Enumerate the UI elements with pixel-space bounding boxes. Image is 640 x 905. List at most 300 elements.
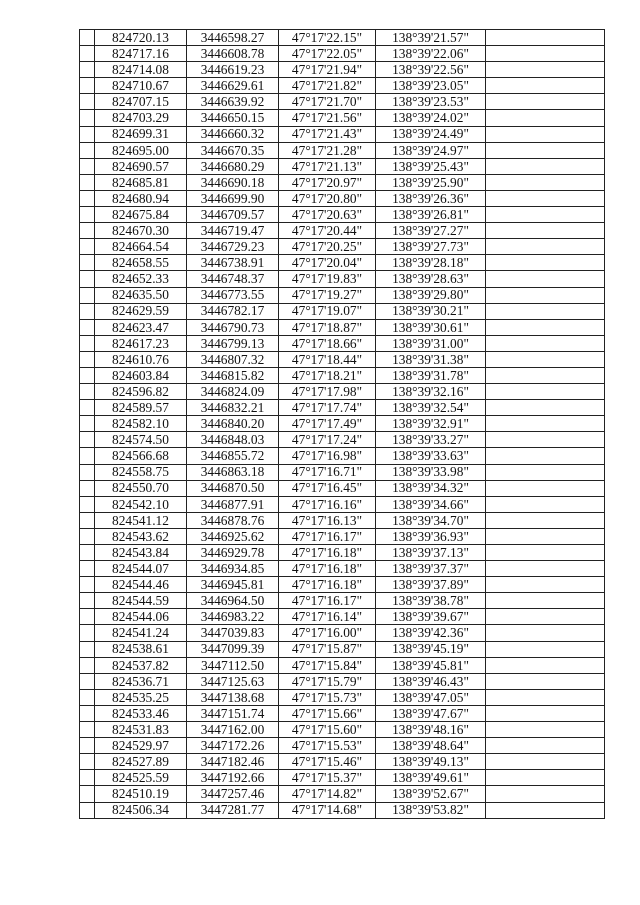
easting-cell: 824527.89	[95, 754, 187, 770]
latitude-cell: 47°17'19.83"	[279, 271, 376, 287]
blank-remarks-cell	[486, 335, 605, 351]
longitude-cell: 138°39'46.43"	[376, 673, 486, 689]
northing-cell: 3446877.91	[187, 496, 279, 512]
latitude-cell: 47°17'16.18"	[279, 577, 376, 593]
longitude-cell: 138°39'34.70"	[376, 512, 486, 528]
blank-index-cell	[80, 239, 95, 255]
table-row	[80, 158, 605, 174]
northing-cell: 3446608.78	[187, 46, 279, 62]
latitude-cell: 47°17'17.49"	[279, 416, 376, 432]
blank-remarks-cell	[486, 754, 605, 770]
table-row	[80, 319, 605, 335]
easting-cell: 824537.82	[95, 657, 187, 673]
easting-cell: 824695.00	[95, 142, 187, 158]
latitude-cell: 47°17'21.43"	[279, 126, 376, 142]
longitude-cell: 138°39'25.90"	[376, 174, 486, 190]
latitude-cell: 47°17'18.87"	[279, 319, 376, 335]
blank-index-cell	[80, 174, 95, 190]
northing-cell: 3446680.29	[187, 158, 279, 174]
northing-cell: 3446848.03	[187, 432, 279, 448]
northing-cell: 3446650.15	[187, 110, 279, 126]
blank-index-cell	[80, 480, 95, 496]
latitude-cell: 47°17'17.74"	[279, 400, 376, 416]
blank-remarks-cell	[486, 528, 605, 544]
blank-remarks-cell	[486, 190, 605, 206]
latitude-cell: 47°17'16.16"	[279, 496, 376, 512]
longitude-cell: 138°39'23.53"	[376, 94, 486, 110]
blank-remarks-cell	[486, 545, 605, 561]
northing-cell: 3447162.00	[187, 722, 279, 738]
blank-remarks-cell	[486, 207, 605, 223]
easting-cell: 824582.10	[95, 416, 187, 432]
longitude-cell: 138°39'36.93"	[376, 528, 486, 544]
blank-remarks-cell	[486, 110, 605, 126]
northing-cell: 3446964.50	[187, 593, 279, 609]
easting-cell: 824685.81	[95, 174, 187, 190]
longitude-cell: 138°39'26.36"	[376, 190, 486, 206]
blank-index-cell	[80, 416, 95, 432]
blank-remarks-cell	[486, 705, 605, 721]
latitude-cell: 47°17'18.44"	[279, 351, 376, 367]
northing-cell: 3446925.62	[187, 528, 279, 544]
table-row	[80, 303, 605, 319]
blank-remarks-cell	[486, 432, 605, 448]
latitude-cell: 47°17'21.70"	[279, 94, 376, 110]
longitude-cell: 138°39'24.97"	[376, 142, 486, 158]
table-row	[80, 786, 605, 802]
longitude-cell: 138°39'52.67"	[376, 786, 486, 802]
northing-cell: 3446983.22	[187, 609, 279, 625]
latitude-cell: 47°17'14.68"	[279, 802, 376, 818]
easting-cell: 824670.30	[95, 223, 187, 239]
longitude-cell: 138°39'49.61"	[376, 770, 486, 786]
longitude-cell: 138°39'27.73"	[376, 239, 486, 255]
easting-cell: 824675.84	[95, 207, 187, 223]
table-row	[80, 367, 605, 383]
blank-remarks-cell	[486, 30, 605, 46]
northing-cell: 3446929.78	[187, 545, 279, 561]
table-row	[80, 46, 605, 62]
table-row	[80, 641, 605, 657]
blank-index-cell	[80, 110, 95, 126]
northing-cell: 3447172.26	[187, 738, 279, 754]
latitude-cell: 47°17'20.97"	[279, 174, 376, 190]
easting-cell: 824535.25	[95, 689, 187, 705]
table-row	[80, 802, 605, 818]
blank-index-cell	[80, 271, 95, 287]
blank-remarks-cell	[486, 239, 605, 255]
blank-index-cell	[80, 593, 95, 609]
easting-cell: 824543.62	[95, 528, 187, 544]
blank-index-cell	[80, 496, 95, 512]
table-row	[80, 239, 605, 255]
longitude-cell: 138°39'48.64"	[376, 738, 486, 754]
northing-cell: 3446773.55	[187, 287, 279, 303]
easting-cell: 824536.71	[95, 673, 187, 689]
blank-index-cell	[80, 142, 95, 158]
easting-cell: 824544.07	[95, 561, 187, 577]
latitude-cell: 47°17'15.37"	[279, 770, 376, 786]
easting-cell: 824652.33	[95, 271, 187, 287]
blank-remarks-cell	[486, 271, 605, 287]
easting-cell: 824596.82	[95, 384, 187, 400]
table-row	[80, 528, 605, 544]
table-row	[80, 577, 605, 593]
blank-index-cell	[80, 448, 95, 464]
latitude-cell: 47°17'15.84"	[279, 657, 376, 673]
blank-remarks-cell	[486, 126, 605, 142]
table-row	[80, 545, 605, 561]
table-row	[80, 190, 605, 206]
longitude-cell: 138°39'53.82"	[376, 802, 486, 818]
latitude-cell: 47°17'17.24"	[279, 432, 376, 448]
table-row	[80, 351, 605, 367]
blank-index-cell	[80, 94, 95, 110]
easting-cell: 824550.70	[95, 480, 187, 496]
easting-cell: 824690.57	[95, 158, 187, 174]
blank-remarks-cell	[486, 448, 605, 464]
blank-index-cell	[80, 367, 95, 383]
table-row	[80, 496, 605, 512]
latitude-cell: 47°17'21.28"	[279, 142, 376, 158]
blank-index-cell	[80, 432, 95, 448]
blank-index-cell	[80, 786, 95, 802]
latitude-cell: 47°17'14.82"	[279, 786, 376, 802]
latitude-cell: 47°17'16.18"	[279, 561, 376, 577]
longitude-cell: 138°39'33.27"	[376, 432, 486, 448]
table-row	[80, 94, 605, 110]
northing-cell: 3447182.46	[187, 754, 279, 770]
table-row	[80, 657, 605, 673]
easting-cell: 824544.59	[95, 593, 187, 609]
table-row	[80, 705, 605, 721]
easting-cell: 824543.84	[95, 545, 187, 561]
latitude-cell: 47°17'16.71"	[279, 464, 376, 480]
easting-cell: 824525.59	[95, 770, 187, 786]
table-row	[80, 255, 605, 271]
table-row	[80, 62, 605, 78]
table-row	[80, 271, 605, 287]
longitude-cell: 138°39'27.27"	[376, 223, 486, 239]
blank-remarks-cell	[486, 496, 605, 512]
latitude-cell: 47°17'16.98"	[279, 448, 376, 464]
blank-index-cell	[80, 577, 95, 593]
blank-index-cell	[80, 30, 95, 46]
longitude-cell: 138°39'29.80"	[376, 287, 486, 303]
longitude-cell: 138°39'32.54"	[376, 400, 486, 416]
northing-cell: 3446709.57	[187, 207, 279, 223]
northing-cell: 3446824.09	[187, 384, 279, 400]
easting-cell: 824541.12	[95, 512, 187, 528]
easting-cell: 824680.94	[95, 190, 187, 206]
table-row	[80, 384, 605, 400]
blank-index-cell	[80, 722, 95, 738]
blank-index-cell	[80, 255, 95, 271]
easting-cell: 824703.29	[95, 110, 187, 126]
blank-index-cell	[80, 78, 95, 94]
blank-remarks-cell	[486, 802, 605, 818]
blank-index-cell	[80, 62, 95, 78]
table-row	[80, 754, 605, 770]
blank-index-cell	[80, 400, 95, 416]
blank-remarks-cell	[486, 673, 605, 689]
blank-index-cell	[80, 303, 95, 319]
blank-index-cell	[80, 705, 95, 721]
longitude-cell: 138°39'28.63"	[376, 271, 486, 287]
longitude-cell: 138°39'31.78"	[376, 367, 486, 383]
blank-remarks-cell	[486, 512, 605, 528]
longitude-cell: 138°39'33.63"	[376, 448, 486, 464]
longitude-cell: 138°39'24.02"	[376, 110, 486, 126]
blank-index-cell	[80, 657, 95, 673]
latitude-cell: 47°17'22.15"	[279, 30, 376, 46]
blank-remarks-cell	[486, 657, 605, 673]
longitude-cell: 138°39'38.78"	[376, 593, 486, 609]
easting-cell: 824531.83	[95, 722, 187, 738]
latitude-cell: 47°17'16.45"	[279, 480, 376, 496]
blank-remarks-cell	[486, 367, 605, 383]
longitude-cell: 138°39'22.06"	[376, 46, 486, 62]
latitude-cell: 47°17'22.05"	[279, 46, 376, 62]
blank-index-cell	[80, 561, 95, 577]
table-row	[80, 480, 605, 496]
latitude-cell: 47°17'17.98"	[279, 384, 376, 400]
easting-cell: 824510.19	[95, 786, 187, 802]
table-row	[80, 78, 605, 94]
easting-cell: 824544.06	[95, 609, 187, 625]
latitude-cell: 47°17'15.46"	[279, 754, 376, 770]
latitude-cell: 47°17'16.00"	[279, 625, 376, 641]
blank-index-cell	[80, 464, 95, 480]
blank-index-cell	[80, 609, 95, 625]
longitude-cell: 138°39'34.66"	[376, 496, 486, 512]
blank-remarks-cell	[486, 593, 605, 609]
blank-remarks-cell	[486, 255, 605, 271]
latitude-cell: 47°17'15.79"	[279, 673, 376, 689]
easting-cell: 824542.10	[95, 496, 187, 512]
northing-cell: 3446598.27	[187, 30, 279, 46]
blank-remarks-cell	[486, 384, 605, 400]
latitude-cell: 47°17'20.80"	[279, 190, 376, 206]
blank-remarks-cell	[486, 94, 605, 110]
northing-cell: 3447099.39	[187, 641, 279, 657]
northing-cell: 3446815.82	[187, 367, 279, 383]
easting-cell: 824558.75	[95, 464, 187, 480]
blank-index-cell	[80, 223, 95, 239]
blank-remarks-cell	[486, 786, 605, 802]
table-row	[80, 722, 605, 738]
longitude-cell: 138°39'45.81"	[376, 657, 486, 673]
blank-remarks-cell	[486, 319, 605, 335]
blank-remarks-cell	[486, 46, 605, 62]
latitude-cell: 47°17'15.73"	[279, 689, 376, 705]
latitude-cell: 47°17'16.13"	[279, 512, 376, 528]
latitude-cell: 47°17'15.53"	[279, 738, 376, 754]
blank-remarks-cell	[486, 78, 605, 94]
latitude-cell: 47°17'16.17"	[279, 528, 376, 544]
northing-cell: 3446840.20	[187, 416, 279, 432]
blank-index-cell	[80, 512, 95, 528]
easting-cell: 824610.76	[95, 351, 187, 367]
longitude-cell: 138°39'37.89"	[376, 577, 486, 593]
blank-index-cell	[80, 689, 95, 705]
latitude-cell: 47°17'20.25"	[279, 239, 376, 255]
table-row	[80, 561, 605, 577]
longitude-cell: 138°39'47.05"	[376, 689, 486, 705]
blank-remarks-cell	[486, 142, 605, 158]
table-row	[80, 448, 605, 464]
longitude-cell: 138°39'42.36"	[376, 625, 486, 641]
blank-index-cell	[80, 545, 95, 561]
latitude-cell: 47°17'16.14"	[279, 609, 376, 625]
blank-index-cell	[80, 287, 95, 303]
blank-remarks-cell	[486, 480, 605, 496]
easting-cell: 824710.67	[95, 78, 187, 94]
latitude-cell: 47°17'19.07"	[279, 303, 376, 319]
longitude-cell: 138°39'32.16"	[376, 384, 486, 400]
latitude-cell: 47°17'16.18"	[279, 545, 376, 561]
blank-index-cell	[80, 46, 95, 62]
blank-remarks-cell	[486, 287, 605, 303]
blank-index-cell	[80, 126, 95, 142]
northing-cell: 3446639.92	[187, 94, 279, 110]
latitude-cell: 47°17'21.82"	[279, 78, 376, 94]
table-row	[80, 689, 605, 705]
blank-remarks-cell	[486, 400, 605, 416]
longitude-cell: 138°39'49.13"	[376, 754, 486, 770]
northing-cell: 3446855.72	[187, 448, 279, 464]
northing-cell: 3446690.18	[187, 174, 279, 190]
easting-cell: 824629.59	[95, 303, 187, 319]
blank-index-cell	[80, 738, 95, 754]
table-row	[80, 400, 605, 416]
longitude-cell: 138°39'24.49"	[376, 126, 486, 142]
table-row	[80, 207, 605, 223]
latitude-cell: 47°17'15.66"	[279, 705, 376, 721]
longitude-cell: 138°39'34.32"	[376, 480, 486, 496]
latitude-cell: 47°17'21.94"	[279, 62, 376, 78]
longitude-cell: 138°39'21.57"	[376, 30, 486, 46]
easting-cell: 824506.34	[95, 802, 187, 818]
table-row	[80, 335, 605, 351]
blank-index-cell	[80, 351, 95, 367]
northing-cell: 3447112.50	[187, 657, 279, 673]
latitude-cell: 47°17'16.17"	[279, 593, 376, 609]
table-row	[80, 287, 605, 303]
table-row	[80, 464, 605, 480]
blank-index-cell	[80, 625, 95, 641]
blank-remarks-cell	[486, 303, 605, 319]
easting-cell: 824566.68	[95, 448, 187, 464]
easting-cell: 824541.24	[95, 625, 187, 641]
northing-cell: 3446619.23	[187, 62, 279, 78]
longitude-cell: 138°39'28.18"	[376, 255, 486, 271]
northing-cell: 3447281.77	[187, 802, 279, 818]
latitude-cell: 47°17'18.66"	[279, 335, 376, 351]
blank-remarks-cell	[486, 641, 605, 657]
blank-remarks-cell	[486, 416, 605, 432]
easting-cell: 824664.54	[95, 239, 187, 255]
easting-cell: 824603.84	[95, 367, 187, 383]
northing-cell: 3447039.83	[187, 625, 279, 641]
blank-index-cell	[80, 335, 95, 351]
northing-cell: 3446807.32	[187, 351, 279, 367]
longitude-cell: 138°39'26.81"	[376, 207, 486, 223]
blank-remarks-cell	[486, 625, 605, 641]
northing-cell: 3447257.46	[187, 786, 279, 802]
northing-cell: 3446719.47	[187, 223, 279, 239]
latitude-cell: 47°17'20.04"	[279, 255, 376, 271]
blank-index-cell	[80, 641, 95, 657]
easting-cell: 824623.47	[95, 319, 187, 335]
table-row	[80, 673, 605, 689]
table-row	[80, 416, 605, 432]
table-row	[80, 110, 605, 126]
northing-cell: 3446670.35	[187, 142, 279, 158]
longitude-cell: 138°39'45.19"	[376, 641, 486, 657]
easting-cell: 824574.50	[95, 432, 187, 448]
blank-remarks-cell	[486, 577, 605, 593]
table-row	[80, 126, 605, 142]
blank-index-cell	[80, 207, 95, 223]
blank-remarks-cell	[486, 770, 605, 786]
blank-index-cell	[80, 190, 95, 206]
northing-cell: 3447192.66	[187, 770, 279, 786]
table-row	[80, 30, 605, 46]
northing-cell: 3446748.37	[187, 271, 279, 287]
northing-cell: 3446878.76	[187, 512, 279, 528]
northing-cell: 3446934.85	[187, 561, 279, 577]
latitude-cell: 47°17'20.44"	[279, 223, 376, 239]
northing-cell: 3446863.18	[187, 464, 279, 480]
northing-cell: 3446870.50	[187, 480, 279, 496]
northing-cell: 3446629.61	[187, 78, 279, 94]
longitude-cell: 138°39'39.67"	[376, 609, 486, 625]
northing-cell: 3447138.68	[187, 689, 279, 705]
blank-remarks-cell	[486, 738, 605, 754]
northing-cell: 3447125.63	[187, 673, 279, 689]
easting-cell: 824720.13	[95, 30, 187, 46]
blank-index-cell	[80, 384, 95, 400]
longitude-cell: 138°39'22.56"	[376, 62, 486, 78]
longitude-cell: 138°39'25.43"	[376, 158, 486, 174]
longitude-cell: 138°39'30.21"	[376, 303, 486, 319]
easting-cell: 824717.16	[95, 46, 187, 62]
northing-cell: 3446832.21	[187, 400, 279, 416]
blank-remarks-cell	[486, 464, 605, 480]
blank-index-cell	[80, 802, 95, 818]
longitude-cell: 138°39'31.00"	[376, 335, 486, 351]
easting-cell: 824714.08	[95, 62, 187, 78]
latitude-cell: 47°17'21.13"	[279, 158, 376, 174]
table-row	[80, 142, 605, 158]
northing-cell: 3446945.81	[187, 577, 279, 593]
latitude-cell: 47°17'19.27"	[279, 287, 376, 303]
northing-cell: 3446699.90	[187, 190, 279, 206]
coordinate-table	[79, 29, 605, 819]
blank-remarks-cell	[486, 62, 605, 78]
easting-cell: 824635.50	[95, 287, 187, 303]
northing-cell: 3446799.13	[187, 335, 279, 351]
easting-cell: 824538.61	[95, 641, 187, 657]
blank-remarks-cell	[486, 561, 605, 577]
table-row	[80, 512, 605, 528]
easting-cell: 824617.23	[95, 335, 187, 351]
easting-cell: 824589.57	[95, 400, 187, 416]
easting-cell: 824533.46	[95, 705, 187, 721]
easting-cell: 824707.15	[95, 94, 187, 110]
easting-cell: 824658.55	[95, 255, 187, 271]
